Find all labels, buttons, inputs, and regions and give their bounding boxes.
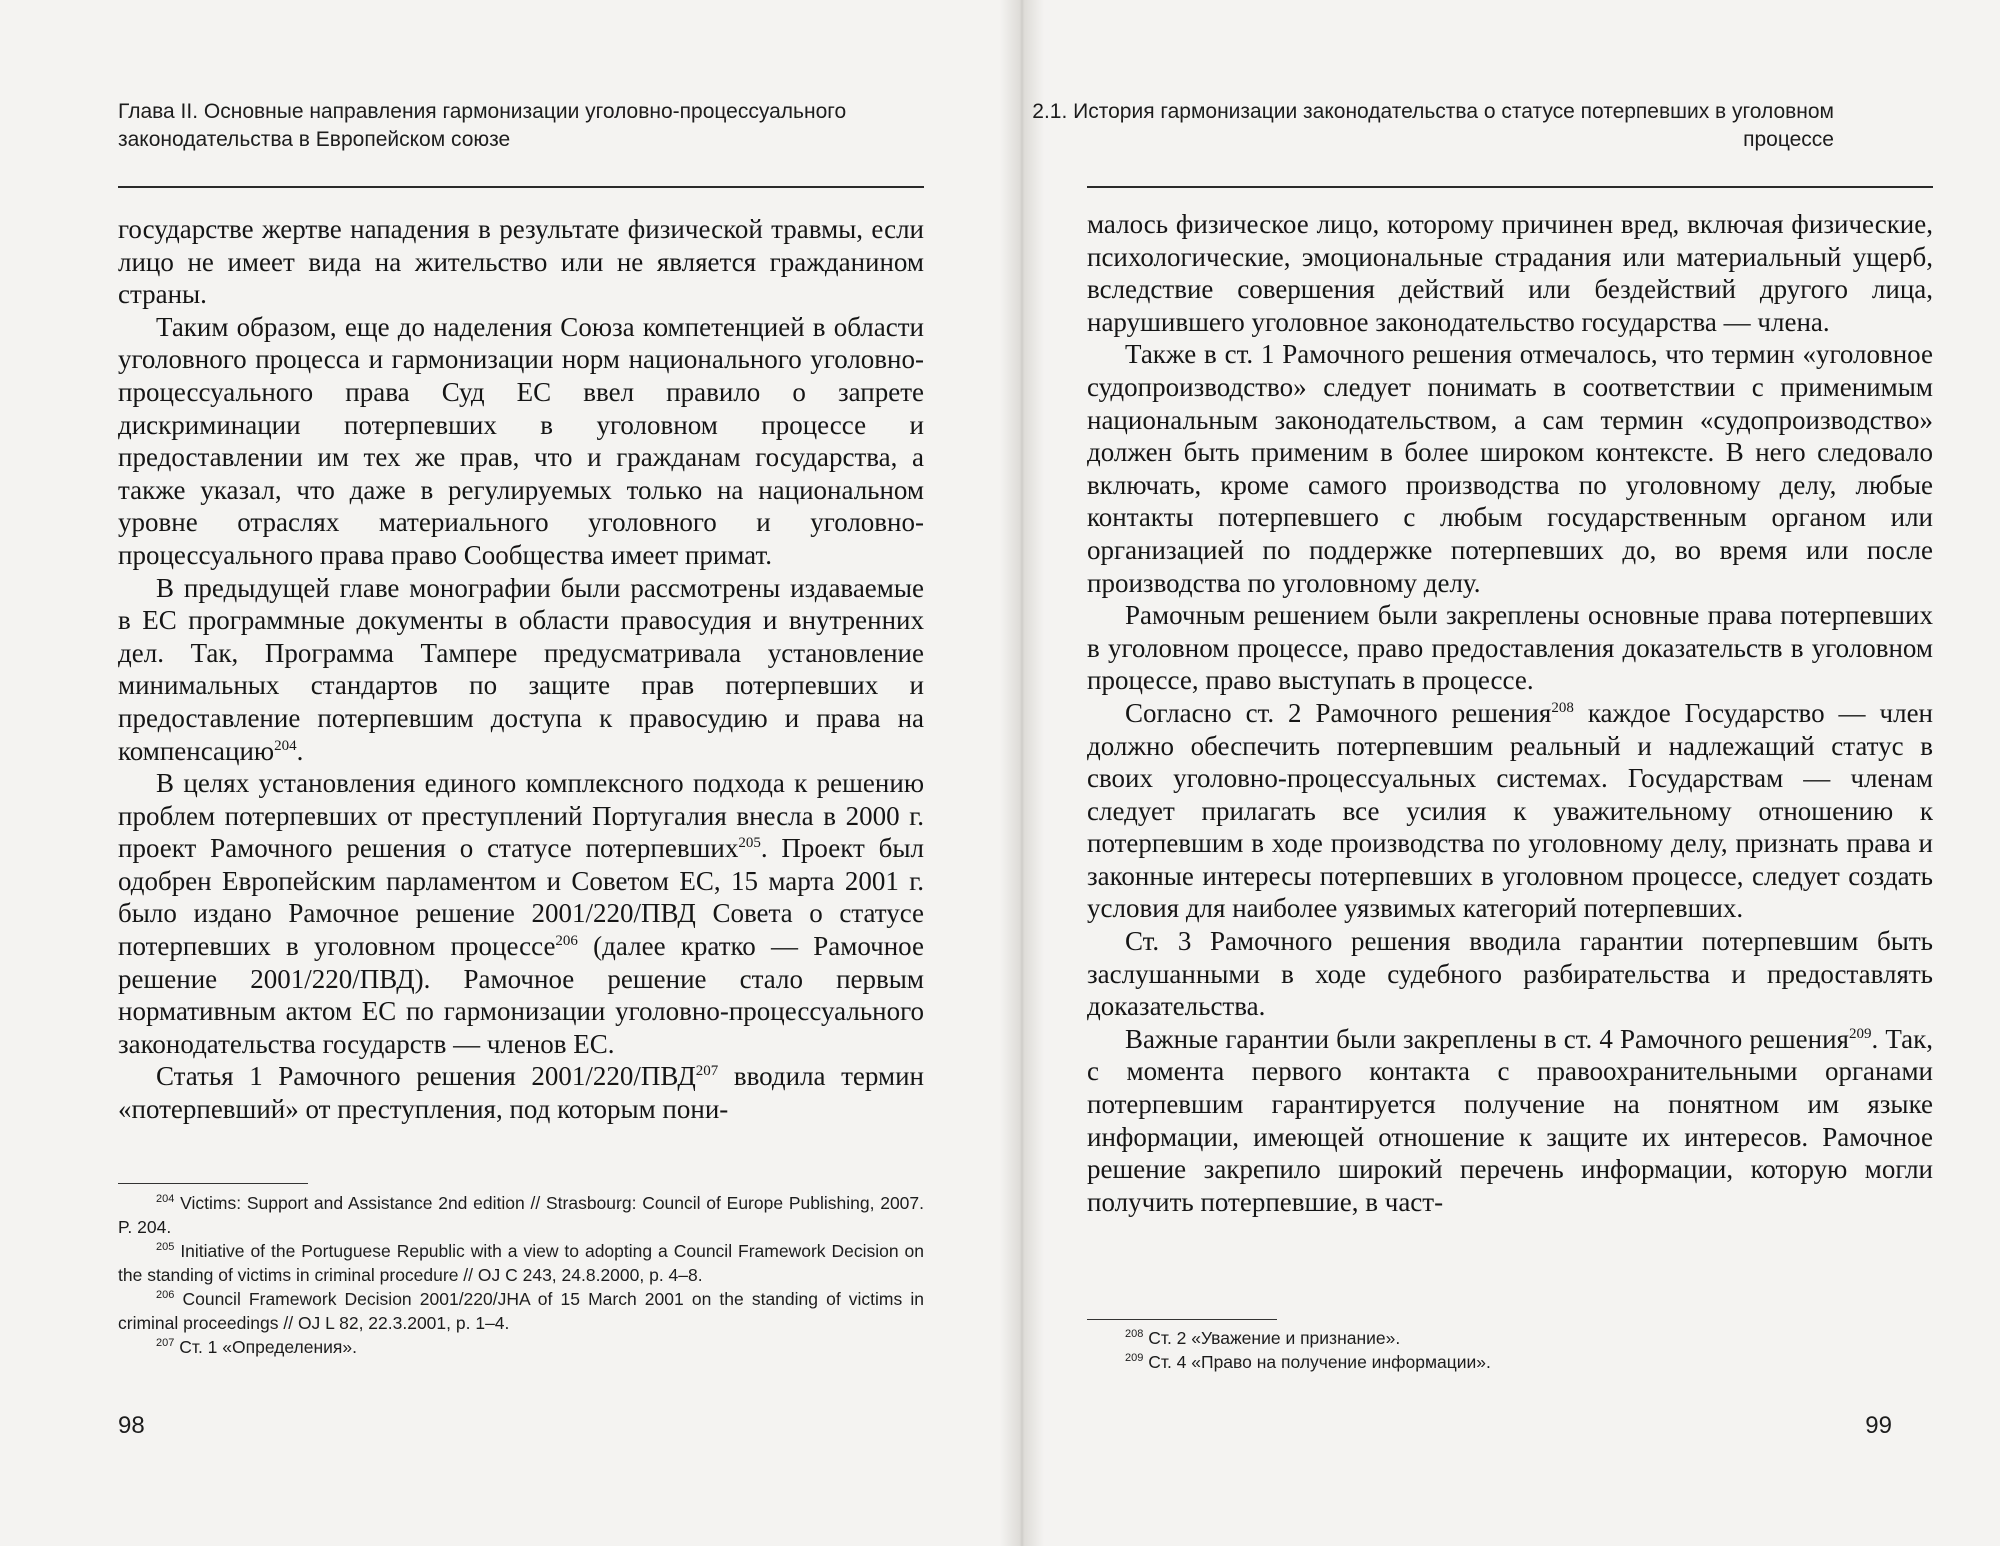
footnote-text: Council Framework Decision 2001/220/JHA of 15 March 2001 on the standing of victims in criminal proceedings // OJ L 82, 22.3.2001, p. 1–4. bbox=[118, 1289, 924, 1333]
page-number: 98 bbox=[118, 1412, 145, 1439]
paragraph-text: В целях установления единого комплексного подхода к решению проблем потерпевших от преступлений Португалия внесла в 2000 г. проект Рамочного решения о статусе потерпевших bbox=[118, 768, 924, 864]
paragraph: Также в ст. 1 Рамочного решения отмечалось, что термин «уголовное судопроизводство» следует понимать в соответствии с применимым национальным законодательством, а сам термин «судопроизводство» должен быть применим в более широком контексте. В него следовало включать, кроме самого производства по уголовному делу, любые контакты потерпевшего с любым государственным органом или организацией по поддержке потерпевших до, во время или после производства по уголовному делу. bbox=[1087, 339, 1933, 598]
footnote bbox=[118, 1287, 924, 1335]
footnote bbox=[118, 1335, 924, 1359]
footnote-text: Initiative of the Portuguese Republic with a view to adopting a Council Framework Decision on the standing of victims in criminal procedure // OJ C 243, 24.8.2000, p. 4–8. bbox=[118, 1241, 924, 1285]
footnote-number: 205 bbox=[156, 1241, 175, 1254]
paragraph: государстве жертве нападения в результате физической травмы, если лицо не имеет вида на жительство или не является гражданином страны. bbox=[118, 214, 924, 310]
footnote-rule bbox=[118, 1183, 308, 1184]
footnote bbox=[1087, 1326, 1933, 1350]
footnote-text: Ст. 2 «Уважение и признание». bbox=[1148, 1328, 1401, 1348]
paragraph bbox=[118, 767, 924, 1060]
footnote bbox=[118, 1239, 924, 1287]
paragraph: Ст. 3 Рамочного решения вводила гарантии потерпевшим быть заслушанными в ходе судебного разбирательства и предоставлять доказательства. bbox=[1087, 926, 1933, 1022]
footnotes bbox=[118, 1191, 924, 1359]
paragraph: Таким образом, еще до наделения Союза компетенцией в области уголовного процесса и гармонизации норм национального уголовно-процессуального права Суд ЕС ввел правило о запрете дискриминации потерпевших в уголовном процессе и предоставлении им тех же прав, что и гражданам государства, а также указал, что даже в регулируемых только на национальном уровне отраслях материального уголовного и уголовно-процессуального права право Сообщества имеет примат. bbox=[118, 311, 924, 570]
footnote-ref: 208 bbox=[1551, 699, 1574, 716]
paragraph-text: . Так, с момента первого контакта с правоохранительными органами потерпевшим гарантируется получение на понятном им языке информации, имеющей отношение к защите их интересов. Рамочное решение закрепило широкий перечень информации, которую могли получить потерпевшие, в част- bbox=[1087, 1023, 1933, 1217]
footnote-number: 209 bbox=[1125, 1352, 1144, 1365]
footnote-rule bbox=[1087, 1319, 1277, 1320]
paragraph-text: В предыдущей главе монографии были рассмотрены издаваемые в ЕС программные документы в области правосудия и внутренних дел. Так, Программа Тампере предусматривала установление минимальных стандартов по защите прав потерпевших и предоставление потерпевшим доступа к правосудию и права на компенсацию bbox=[118, 572, 924, 766]
paragraph: Рамочным решением были закреплены основные права потерпевших в уголовном процессе, право предоставления доказательств в уголовном процессе, право выступать в процессе. bbox=[1087, 600, 1933, 696]
footnotes bbox=[1087, 1326, 1933, 1374]
paragraph-text: вводила термин «потерпевший» от преступления, под которым пони- bbox=[118, 1061, 924, 1125]
book-gutter bbox=[1000, 0, 1044, 1546]
header-rule bbox=[118, 186, 924, 188]
footnote-number: 208 bbox=[1125, 1328, 1144, 1341]
paragraph-text: Согласно ст. 2 Рамочного решения bbox=[1125, 697, 1552, 728]
period: . bbox=[296, 735, 304, 766]
paragraph-text: каждое Государство — член должно обеспечить потерпевшим реальный и надлежащий статус в своих уголовно-процессуальных системах. Государствам — членам следует прилагать все усилия к уважительному отношению к потерпевшим в ходе производства по уголовному делу, признать права и законные интересы потерпевших в уголовном процессе, следует создать условия для наиболее уязвимых категорий потерпевших. bbox=[1087, 697, 1933, 924]
footnote-ref: 204 bbox=[274, 737, 297, 754]
footnote bbox=[118, 1191, 924, 1239]
footnote bbox=[1087, 1350, 1933, 1374]
paragraph bbox=[1087, 1023, 1933, 1219]
paragraph-text: . Проект был одобрен Европейским парламентом и Советом ЕС, 15 марта 2001 г. было издано Рамочное решение 2001/220/ПВД Совета о статусе потерпевших в уголовном процессе bbox=[118, 833, 924, 962]
footnote-text: Ст. 4 «Право на получение информации». bbox=[1148, 1352, 1491, 1372]
footnote-number: 206 bbox=[156, 1289, 175, 1302]
footnote-number: 207 bbox=[156, 1337, 175, 1350]
footnote-number: 204 bbox=[156, 1193, 175, 1206]
paragraph bbox=[1087, 697, 1933, 925]
header-rule bbox=[1087, 186, 1933, 188]
body-text bbox=[118, 213, 924, 1126]
body-text bbox=[1087, 208, 1933, 1218]
footnote-ref: 205 bbox=[738, 835, 761, 852]
running-head: 2.1. История гармонизации законодательства о статусе потерпевших в уголовном процессе bbox=[1032, 100, 1834, 151]
paragraph: малось физическое лицо, которому причинен вред, включая физические, психологические, эмоциональные страдания или материальный ущерб, вследствие совершения действий или бездействий другого лица, нарушившего уголовное законодательство государства — члена. bbox=[1087, 209, 1933, 337]
footnote-ref: 206 bbox=[555, 933, 578, 950]
footnote-text: Victims: Support and Assistance 2nd edition // Strasbourg: Council of Europe Publishing, 2007. P. 204. bbox=[118, 1193, 924, 1237]
footnote-text: Ст. 1 «Определения». bbox=[179, 1337, 357, 1357]
right-page bbox=[1032, 0, 2000, 1546]
paragraph bbox=[118, 1060, 924, 1125]
page-number: 99 bbox=[1865, 1412, 1892, 1439]
paragraph-text: Статья 1 Рамочного решения 2001/220/ПВД bbox=[156, 1061, 696, 1092]
paragraph-text: Важные гарантии были закреплены в ст. 4 Рамочного решения bbox=[1125, 1023, 1849, 1054]
paragraph-text: (далее кратко — Рамочное решение 2001/220/ПВД). Рамочное решение стало первым нормативным актом ЕС по гармонизации уголовно-процессуального законодательства государств — членов ЕС. bbox=[118, 931, 924, 1059]
running-head: Глава II. Основные направления гармонизации уголовно-процессуального законодательства в Европейском союзе bbox=[118, 100, 847, 151]
paragraph bbox=[118, 572, 924, 768]
footnote-ref: 207 bbox=[695, 1063, 719, 1080]
footnote-ref: 209 bbox=[1848, 1025, 1872, 1042]
